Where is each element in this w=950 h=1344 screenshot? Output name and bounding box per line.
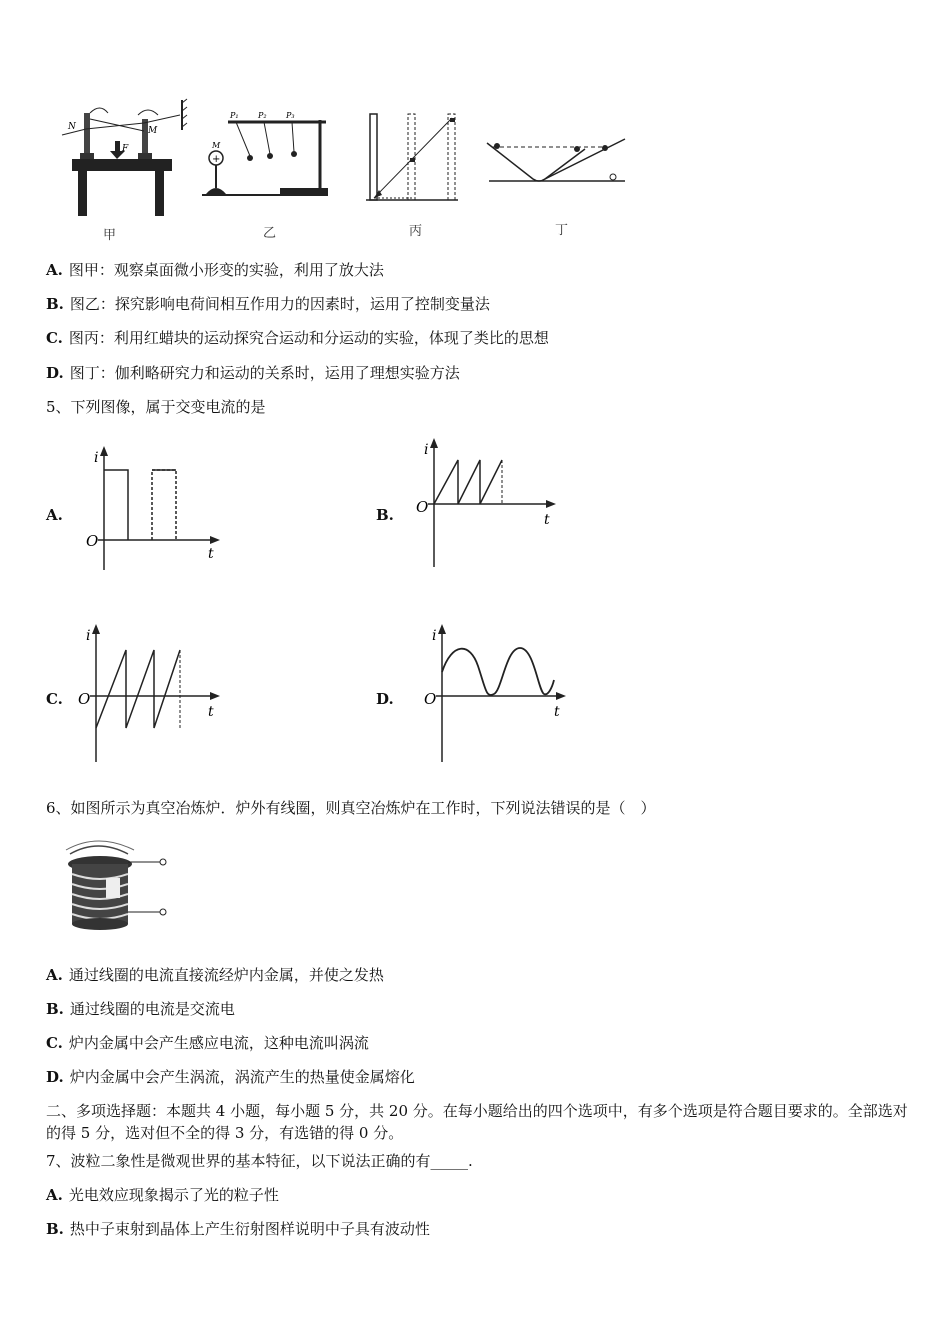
q5-graph-c [72,618,227,766]
q6-option-c [46,1033,369,1053]
q6-option-b [46,999,235,1019]
q5-option-c-letter: C. [46,690,63,708]
jia-mark-m: M [148,126,158,136]
yi-mark-p1: P₁ [230,111,239,120]
q5-option-d-letter: D. [376,690,394,708]
q6-stem: 6、如图所示为真空冶炼炉．炉外有线圈，则真空冶炼炉在工作时，下列说法错误的是（ ） [46,799,656,817]
section2-heading: 二、多项选择题：本题共 4 小题，每小题 5 分，共 20 分。在每小题给出的四个选项中，有多个选项是符合题目要求的。全部选对的得 5 分，选对但不全的得 3 分，有选错的得 0 分。 [46,1102,908,1142]
q4-option-d-letter: D. [46,364,64,382]
bing-diagram [362,110,462,210]
q5-b-axis-t: t [544,512,550,528]
q6-option-d-text: 炉内金属中会产生涡流，涡流产生的热量使金属熔化 [69,1068,415,1086]
q5-d-axis-t: t [554,704,560,720]
q7-option-b [46,1219,430,1239]
q6-option-d [46,1067,415,1087]
q6-option-d-letter: D. [46,1068,64,1086]
q4-option-d [46,363,460,383]
q6-option-b-text: 通过线圈的电流是交流电 [69,1000,235,1018]
q5-d-axis-i: i [432,628,437,644]
ding-diagram [485,135,630,190]
jia-mark-f: F [122,144,129,154]
q7-option-a-letter: A. [46,1186,63,1204]
q5-option-a-letter: A. [46,506,63,524]
q7-stem: 7、波粒二象性是微观世界的基本特征，以下说法正确的有_____. [46,1152,473,1170]
figure-ding [485,135,630,190]
q5-graph-d [418,618,573,766]
q5-option-b-letter: B. [376,506,394,524]
q4-option-a-letter: A. [46,261,63,279]
figure-jia [60,95,190,220]
q4-option-c-text: 图丙：利用红蜡块的运动探究合运动和分运动的实验，体现了类比的思想 [68,329,549,347]
q5-a-axis-t: t [208,546,214,562]
q6-option-a [46,965,384,985]
q4-option-b [46,294,490,314]
yi-diagram [198,108,333,203]
yi-mark-p2: P₂ [258,111,267,120]
furnace-coil-icon [48,832,198,950]
q7-option-b-letter: B. [46,1220,64,1238]
yi-mark-m: M [212,141,221,150]
q4-option-c-letter: C. [46,329,63,347]
figure-bing [362,110,462,210]
q5-a-origin: O [86,532,99,550]
q4-option-c [46,328,549,348]
q6-option-a-letter: A. [46,966,63,984]
q5-b-axis-i: i [424,442,429,458]
figure-label-jia: 甲 [103,228,117,243]
q7-option-a-text: 光电效应现象揭示了光的粒子性 [68,1186,279,1204]
figure-label-yi: 乙 [263,226,277,241]
q4-option-a-text: 图甲：观察桌面微小形变的实验，利用了放大法 [68,261,384,279]
q5-c-axis-t: t [208,704,214,720]
q6-option-b-letter: B. [46,1000,64,1018]
q4-option-b-letter: B. [46,295,64,313]
jia-diagram [60,95,190,220]
q5-graph-a [80,440,225,575]
q4-option-b-text: 图乙：探究影响电荷间相互作用力的因素时，运用了控制变量法 [69,295,490,313]
yi-mark-p3: P₃ [286,111,295,120]
figure-label-bing: 丙 [409,224,423,239]
q5-c-axis-i: i [86,628,91,644]
q4-option-d-text: 图丁：伽利略研究力和运动的关系时，运用了理想实验方法 [69,364,460,382]
q5-stem: 5、下列图像，属于交变电流的是 [46,398,266,416]
figure-label-ding: 丁 [555,223,569,238]
q6-option-c-text: 炉内金属中会产生感应电流，这种电流叫涡流 [68,1034,369,1052]
q7-option-b-text: 热中子束射到晶体上产生衍射图样说明中子具有波动性 [69,1220,430,1238]
q5-graph-b [410,432,560,582]
figure-yi [198,108,333,203]
q5-b-origin: O [416,498,429,516]
q6-option-c-letter: C. [46,1034,63,1052]
q5-c-origin: O [78,690,91,708]
q6-furnace-figure [48,832,198,950]
jia-mark-n: N [68,122,76,132]
q5-a-axis-i: i [94,450,99,466]
q4-option-a [46,260,384,280]
q6-option-a-text: 通过线圈的电流直接流经炉内金属，并使之发热 [68,966,384,984]
q7-option-a [46,1185,279,1205]
svg-text:+: + [212,154,221,165]
q5-d-origin: O [424,690,437,708]
